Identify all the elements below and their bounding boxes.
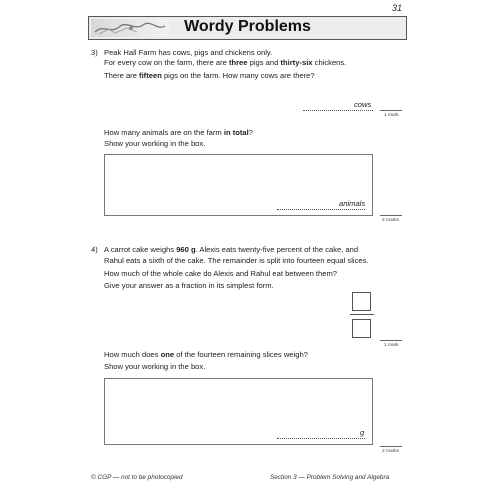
q3-line-1: Peak Hall Farm has cows, pigs and chickens only. [104, 48, 273, 57]
q3b-mark-divider [380, 215, 402, 216]
q3b-line-2: Show your working in the box. [104, 139, 206, 148]
footer-copyright: © CGP — not to be photocopied [91, 474, 183, 481]
q4b-line-2: Show your working in the box. [104, 362, 206, 371]
q4b-unit: g [360, 428, 365, 437]
q3a-unit: cows [354, 100, 372, 109]
q4-line-4: Give your answer as a fraction in its simplest form. [104, 281, 274, 290]
fraction-denominator-box[interactable] [352, 319, 371, 338]
q3a-answer-line[interactable] [303, 109, 373, 111]
q3a-marks: 1 mark [384, 113, 399, 118]
q4b-mark-divider [380, 446, 402, 447]
q3-line-2: For every cow on the farm, there are three pigs and thirty-six chickens. [104, 58, 347, 67]
question-4-number: 4) [91, 245, 98, 254]
q4-line-2: Rahul eats a sixth of the cake. The remainder is split into fourteen equal slices. [104, 256, 369, 265]
q4-line-3: How much of the whole cake do Alexis and Rahul eat between them? [104, 269, 338, 278]
page-number: 31 [391, 3, 402, 13]
q3b-marks: 2 marks [382, 218, 400, 223]
title-banner [88, 16, 407, 40]
q3-line-3: There are fifteen pigs on the farm. How many cows are there? [104, 71, 315, 80]
q3b-line-1: How many animals are on the farm in total? [104, 128, 253, 137]
q4b-marks: 2 marks [382, 449, 400, 454]
fraction-numerator-box[interactable] [352, 292, 371, 311]
q3b-unit: animals [339, 199, 366, 208]
q4a-mark-divider [380, 340, 402, 341]
q4a-marks: 1 mark [384, 343, 399, 348]
q3a-mark-divider [380, 110, 402, 111]
page-title: Wordy Problems [184, 18, 311, 35]
q3b-working-box[interactable] [104, 154, 373, 216]
q4b-working-box[interactable] [104, 378, 373, 445]
question-3-number: 3) [91, 48, 98, 57]
footer-section: Section 3 — Problem Solving and Algebra [270, 474, 390, 481]
q4-line-1: A carrot cake weighs 960 g. Alexis eats twenty-five percent of the cake, and [104, 245, 359, 254]
q4b-line-1: How much does one of the fourteen remaining slices weigh? [104, 350, 308, 359]
q4b-answer-line[interactable] [277, 437, 365, 439]
fraction-bar [350, 314, 374, 315]
q3b-answer-line[interactable] [277, 208, 365, 210]
